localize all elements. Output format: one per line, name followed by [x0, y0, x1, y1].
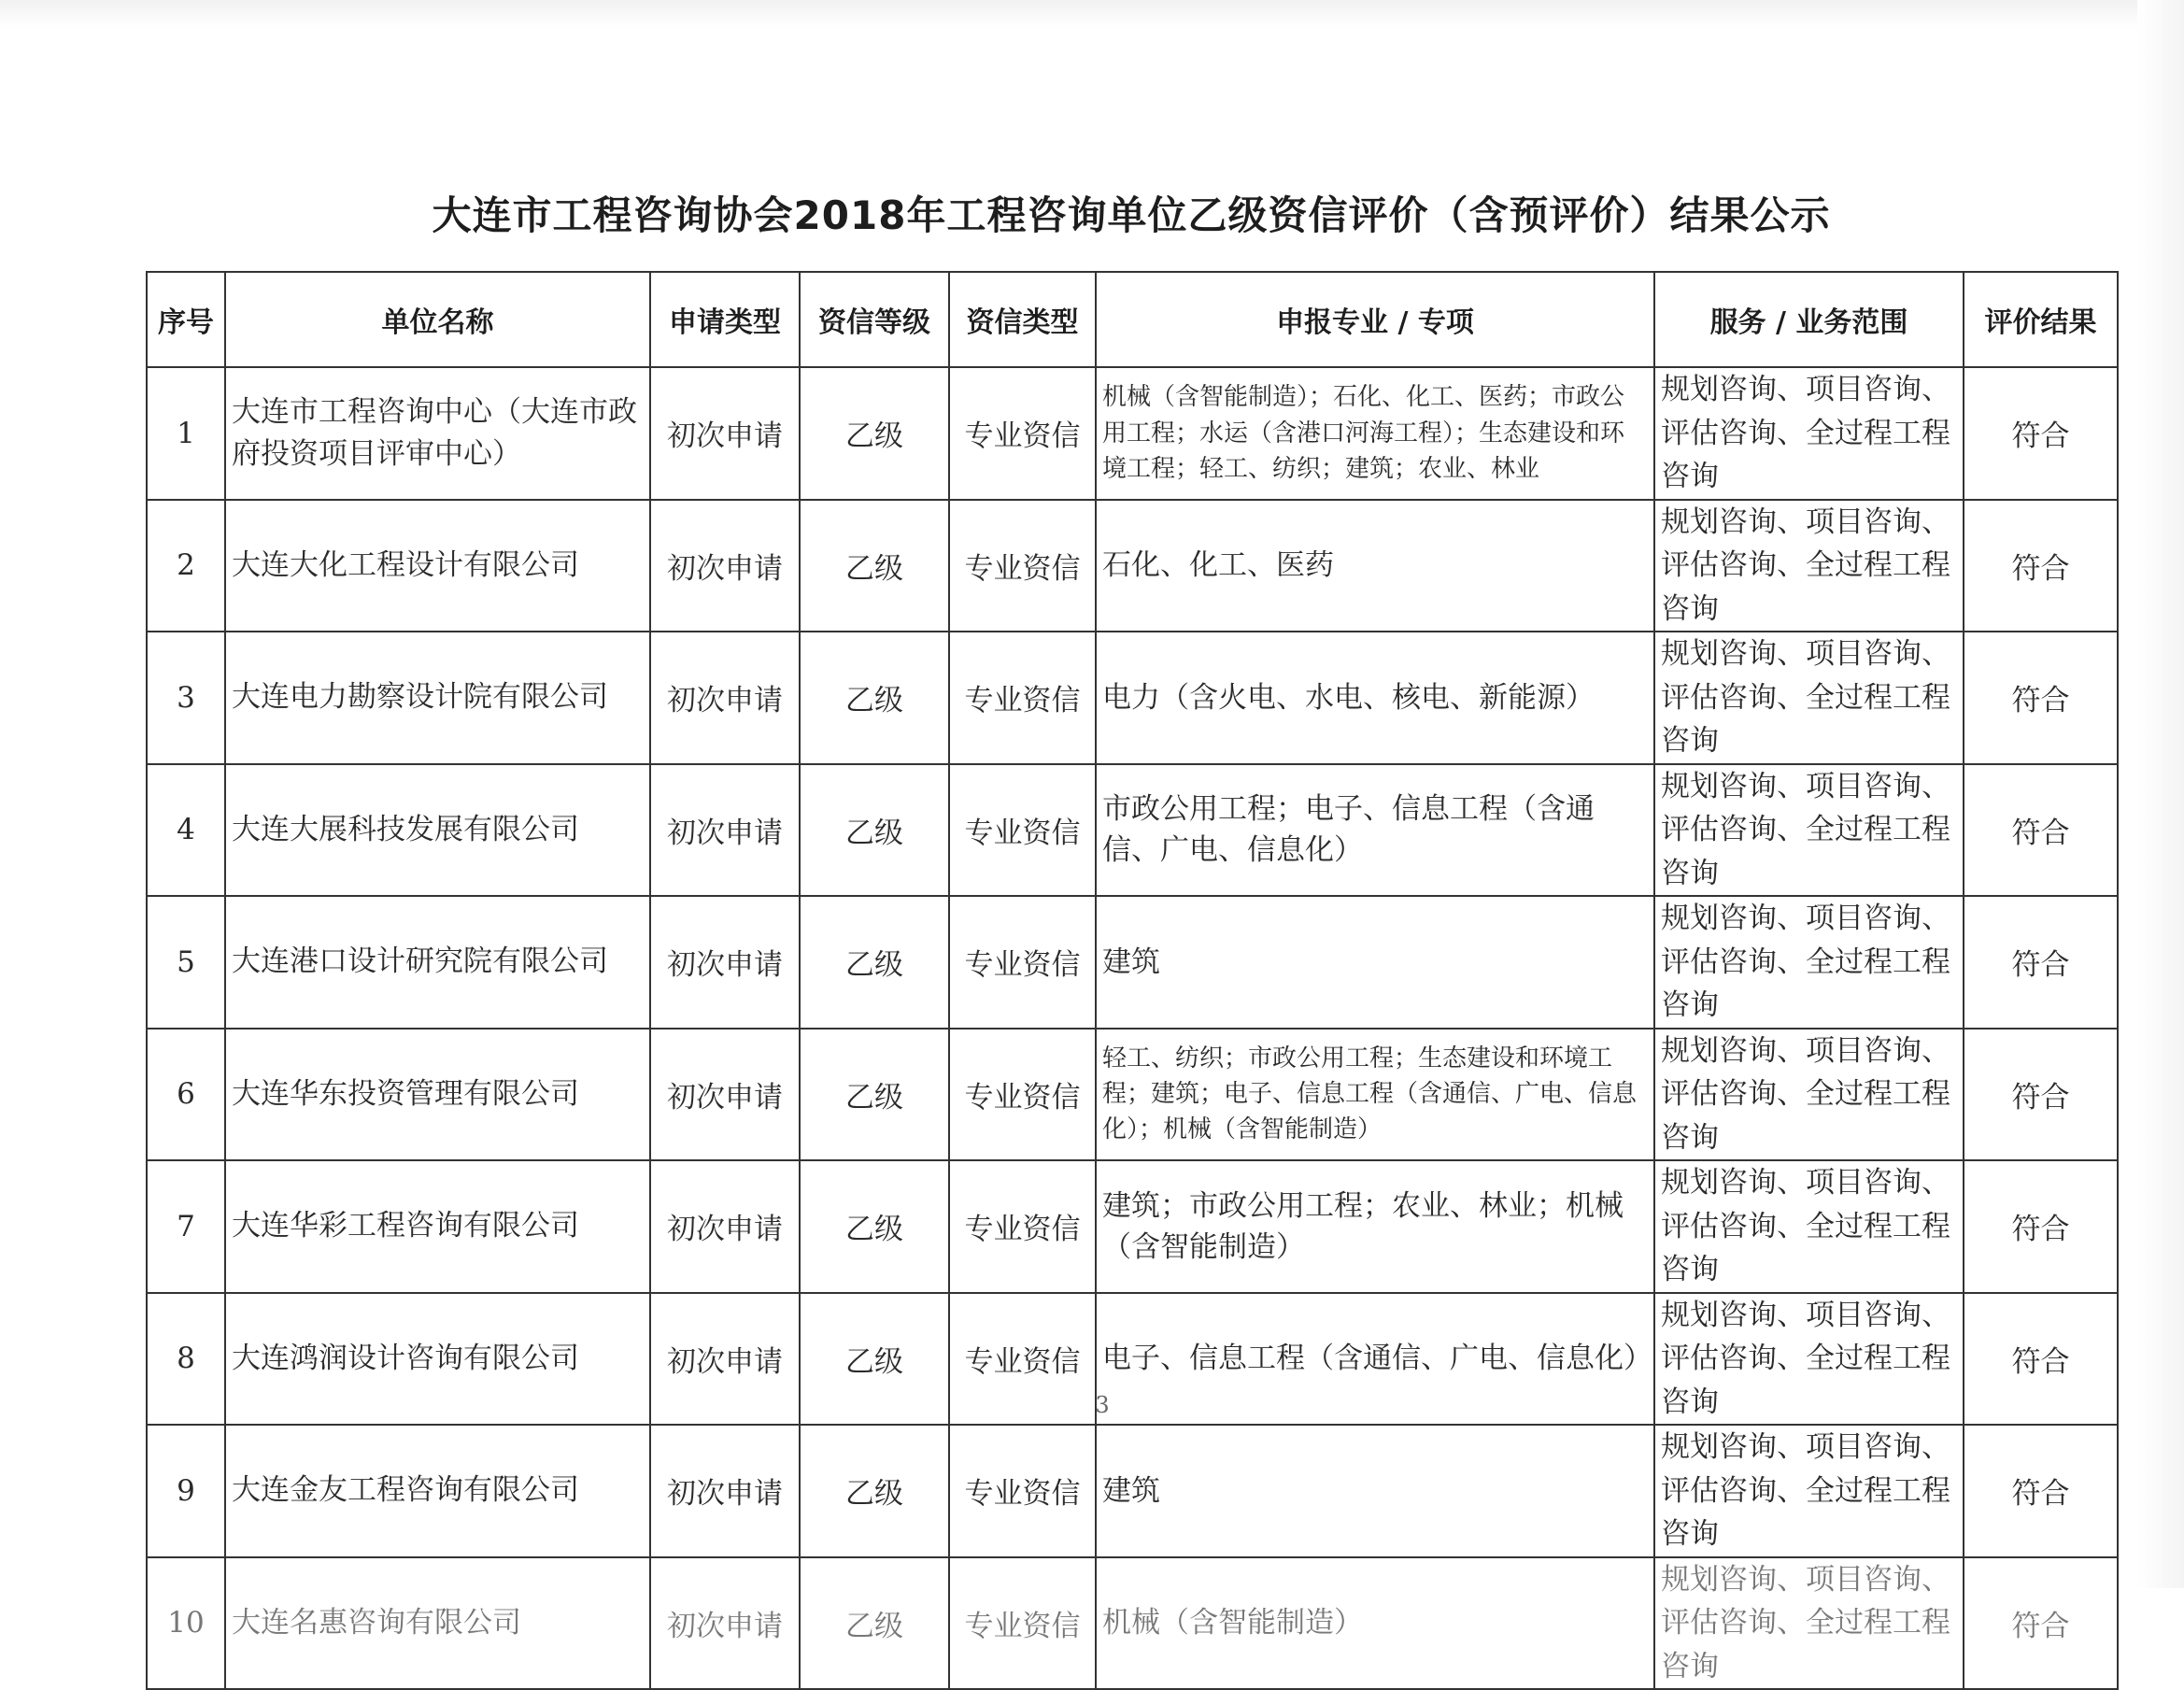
header-cell: 申请类型: [650, 272, 800, 367]
row-number: 9: [147, 1425, 225, 1557]
service-scope: 规划咨询、项目咨询、评估咨询、全过程工程咨询: [1654, 367, 1964, 500]
unit-name: 大连大化工程设计有限公司: [225, 500, 650, 632]
specialty: 轻工、纺织；市政公用工程；生态建设和环境工程；建筑；电子、信息工程（含通信、广电、信息化）；机械（含智能制造）: [1096, 1029, 1654, 1161]
evaluation-result: 符合: [1964, 1293, 2118, 1426]
table-row: [147, 367, 2118, 500]
credit-grade: 乙级: [800, 1557, 949, 1690]
credit-type: 专业资信: [949, 1557, 1096, 1690]
credit-grade: 乙级: [800, 500, 949, 632]
evaluation-result: 符合: [1964, 764, 2118, 897]
table-row: [147, 632, 2118, 764]
specialty: 机械（含智能制造）: [1096, 1557, 1654, 1690]
credit-grade: 乙级: [800, 632, 949, 764]
evaluation-result: 符合: [1964, 896, 2118, 1029]
credit-grade: 乙级: [800, 764, 949, 897]
apply-type: 初次申请: [650, 1029, 800, 1161]
credit-type: 专业资信: [949, 632, 1096, 764]
credit-type: 专业资信: [949, 1029, 1096, 1161]
service-scope: 规划咨询、项目咨询、评估咨询、全过程工程咨询: [1654, 896, 1964, 1029]
apply-type: 初次申请: [650, 367, 800, 500]
credit-type: 专业资信: [949, 764, 1096, 897]
evaluation-result: 符合: [1964, 1557, 2118, 1690]
scan-shadow-right: [2137, 0, 2184, 1588]
row-number: 5: [147, 896, 225, 1029]
header-cell: 资信等级: [800, 272, 949, 367]
credit-grade: 乙级: [800, 1293, 949, 1426]
header-cell: 申报专业 / 专项: [1096, 272, 1654, 367]
table-row: [147, 1293, 2118, 1426]
service-scope: 规划咨询、项目咨询、评估咨询、全过程工程咨询: [1654, 1293, 1964, 1426]
row-number: 8: [147, 1293, 225, 1426]
evaluation-result: 符合: [1964, 632, 2118, 764]
table-row: [147, 1160, 2118, 1293]
row-number: 6: [147, 1029, 225, 1161]
evaluation-result: 符合: [1964, 1160, 2118, 1293]
service-scope: 规划咨询、项目咨询、评估咨询、全过程工程咨询: [1654, 1029, 1964, 1161]
evaluation-result: 符合: [1964, 500, 2118, 632]
table-row: [147, 1557, 2118, 1690]
credit-grade: 乙级: [800, 1160, 949, 1293]
evaluation-result: 符合: [1964, 1425, 2118, 1557]
credit-grade: 乙级: [800, 1425, 949, 1557]
service-scope: 规划咨询、项目咨询、评估咨询、全过程工程咨询: [1654, 632, 1964, 764]
unit-name: 大连华东投资管理有限公司: [225, 1029, 650, 1161]
table-row: [147, 500, 2118, 632]
specialty: 石化、化工、医药: [1096, 500, 1654, 632]
unit-name: 大连鸿润设计咨询有限公司: [225, 1293, 650, 1426]
row-number: 10: [147, 1557, 225, 1690]
service-scope: 规划咨询、项目咨询、评估咨询、全过程工程咨询: [1654, 1160, 1964, 1293]
specialty: 电力（含火电、水电、核电、新能源）: [1096, 632, 1654, 764]
row-number: 3: [147, 632, 225, 764]
row-number: 2: [147, 500, 225, 632]
specialty: 建筑: [1096, 896, 1654, 1029]
credit-type: 专业资信: [949, 367, 1096, 500]
specialty: 市政公用工程；电子、信息工程（含通信、广电、信息化）: [1096, 764, 1654, 897]
page-number: 3: [1095, 1392, 1110, 1418]
apply-type: 初次申请: [650, 632, 800, 764]
evaluation-result: 符合: [1964, 367, 2118, 500]
header-cell: 资信类型: [949, 272, 1096, 367]
header-cell: 单位名称: [225, 272, 650, 367]
unit-name: 大连港口设计研究院有限公司: [225, 896, 650, 1029]
unit-name: 大连市工程咨询中心（大连市政府投资项目评审中心）: [225, 367, 650, 500]
table-header-row: [147, 272, 2118, 367]
credit-type: 专业资信: [949, 500, 1096, 632]
service-scope: 规划咨询、项目咨询、评估咨询、全过程工程咨询: [1654, 764, 1964, 897]
header-cell: 服务 / 业务范围: [1654, 272, 1964, 367]
unit-name: 大连华彩工程咨询有限公司: [225, 1160, 650, 1293]
credit-type: 专业资信: [949, 1425, 1096, 1557]
service-scope: 规划咨询、项目咨询、评估咨询、全过程工程咨询: [1654, 1557, 1964, 1690]
apply-type: 初次申请: [650, 1425, 800, 1557]
table-row: [147, 1029, 2118, 1161]
specialty: 机械（含智能制造）；石化、化工、医药；市政公用工程；水运（含港口河海工程）；生态建设和环境工程；轻工、纺织；建筑；农业、林业: [1096, 367, 1654, 500]
header-cell: 评价结果: [1964, 272, 2118, 367]
specialty: 建筑: [1096, 1425, 1654, 1557]
apply-type: 初次申请: [650, 1160, 800, 1293]
credit-type: 专业资信: [949, 896, 1096, 1029]
service-scope: 规划咨询、项目咨询、评估咨询、全过程工程咨询: [1654, 500, 1964, 632]
scan-shadow-top: [0, 0, 2184, 30]
apply-type: 初次申请: [650, 764, 800, 897]
table-row: [147, 764, 2118, 897]
evaluation-result: 符合: [1964, 1029, 2118, 1161]
row-number: 4: [147, 764, 225, 897]
apply-type: 初次申请: [650, 500, 800, 632]
credit-grade: 乙级: [800, 367, 949, 500]
credit-type: 专业资信: [949, 1293, 1096, 1426]
unit-name: 大连名惠咨询有限公司: [225, 1557, 650, 1690]
results-table: [146, 271, 2119, 1690]
credit-type: 专业资信: [949, 1160, 1096, 1293]
apply-type: 初次申请: [650, 1557, 800, 1690]
credit-grade: 乙级: [800, 896, 949, 1029]
apply-type: 初次申请: [650, 896, 800, 1029]
document-title: 大连市工程咨询协会2018年工程咨询单位乙级资信评价（含预评价）结果公示: [432, 192, 1831, 238]
unit-name: 大连电力勘察设计院有限公司: [225, 632, 650, 764]
service-scope: 规划咨询、项目咨询、评估咨询、全过程工程咨询: [1654, 1425, 1964, 1557]
row-number: 7: [147, 1160, 225, 1293]
apply-type: 初次申请: [650, 1293, 800, 1426]
specialty: 电子、信息工程（含通信、广电、信息化）: [1096, 1293, 1654, 1426]
row-number: 1: [147, 367, 225, 500]
credit-grade: 乙级: [800, 1029, 949, 1161]
unit-name: 大连大展科技发展有限公司: [225, 764, 650, 897]
unit-name: 大连金友工程咨询有限公司: [225, 1425, 650, 1557]
specialty: 建筑；市政公用工程；农业、林业；机械（含智能制造）: [1096, 1160, 1654, 1293]
table-row: [147, 1425, 2118, 1557]
header-cell: 序号: [147, 272, 225, 367]
table-row: [147, 896, 2118, 1029]
